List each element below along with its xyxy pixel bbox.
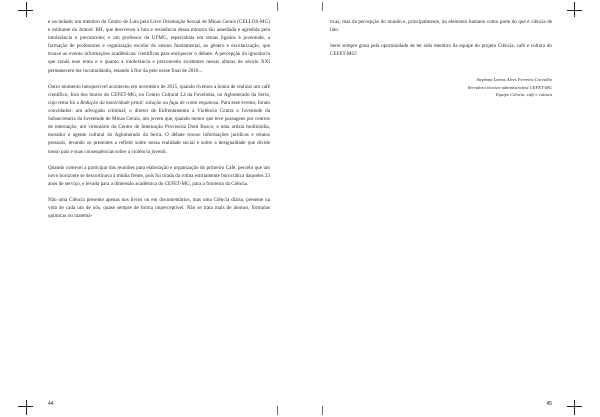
paragraph: Serei sempre grata pela oportunidade de ter sido membro da equipe do projeto Ciência, café e cultura do CEFET-MG!	[330, 43, 552, 58]
folio-right: 45	[546, 401, 552, 407]
fold-mark-bottom-left	[277, 406, 278, 415]
paragraph: Outro momento inesquecível aconteceu em novembro de 2015, quando tivemos a honra de realizar um café científico, fora dos muros do CEFET-MG, no Centro Cultural Lá da Favelinha, no Aglomerado da Serra, cujo tema foi a Redução da maioridade penal: solução ou fuga de conta enganosa. Para esse evento, foram convidados: um advogado criminal; o diretor de Enfrentamento à Violência Contra a Juventude da Subsecretaria da Juventude de Minas Gerais, um jovem que, quando menor que teve passagens por centros de internação; um voluntário do Centro de Internação Provisória Dom Bosco; e uma artista multimídia, morador e agente cultural do Aglomerado da Serra. O debate trouxe informações jurídicas e relatos pessoais, levando os presentes a refletir sobre nossa realidade social e sobre a desigualdade que divide nosso país e suas consequências sobre a violência juvenil.	[48, 83, 270, 155]
paragraph: ticas, mas da percepção do mundo e, principalmente, do elemento humano como parte do que é ciência de fato.	[330, 19, 552, 34]
folio-left: 44	[48, 401, 54, 407]
paragraph: e sociedade; um membro do Centro de Luta pela Livre Orientação Sexual de Minas Gerais (CELLOS-MG) e militante do Juntos! BH, que descreveu a luta e resistência dessa minoria tão assediada e agredida pela intolerância e preconceito; e um professor da UFMG, especialista em temas ligados à juventude, a formação de professores e organização escolar do ensino fundamental, ao gênero e escolarização, que trouxe ao evento informações acadêmicas/ científicas para enriquecer o debate. A percepção da ignorância que ronda esse tema e o quanto a intolerância e preconceito existentes nessas alturas do século XXI permanecem me incomodando, estando à flor da pele nesse final de 2018...	[48, 19, 270, 74]
paragraph: Quando comecei a participar das reuniões para elaboração e organização do primeiro Café, percebi que um novo horizonte se descortinava à minha frente, pois fui tirada da rotina estritamente burocrática daqueles 23 anos de serviço, e levada para a dimensão acadêmica do CEFET-MG, para a fronteira da Ciência.	[48, 164, 270, 187]
fold-mark-bottom-right	[322, 406, 323, 415]
cited-title: Redução da maioridade penal: solução ou fuga de conta enganosa	[80, 99, 219, 106]
left-page	[48, 18, 270, 407]
crop-mark-bottom-left-v	[26, 400, 27, 415]
signature-name: Stephani Lemos Alves Ferreira Carvalho	[476, 77, 552, 83]
fold-mark-top-left	[277, 2, 278, 11]
crop-mark-top-right-v	[574, 2, 575, 17]
book-spread	[38, 18, 562, 407]
left-page-body	[48, 18, 270, 220]
signature-block	[330, 76, 552, 98]
signature-team: Equipe Ciência, café e cultura	[495, 92, 552, 98]
crop-mark-bottom-right-v	[574, 400, 575, 415]
right-page	[330, 18, 552, 407]
signature-role: Servidora técnico-administrativa CEFET-MG	[467, 84, 552, 90]
right-page-body	[330, 18, 552, 58]
crop-mark-top-left-v	[26, 2, 27, 17]
paragraph: Não uma Ciência presente apenas nos livros ou em documentários, mas uma Ciência diária, presente na vida de cada um de nós, quase sempre de forma imperceptível. Não se trata mais de átomos, fórmulas químicas ou matemá-	[48, 197, 270, 220]
fold-mark-top-right	[322, 2, 323, 11]
